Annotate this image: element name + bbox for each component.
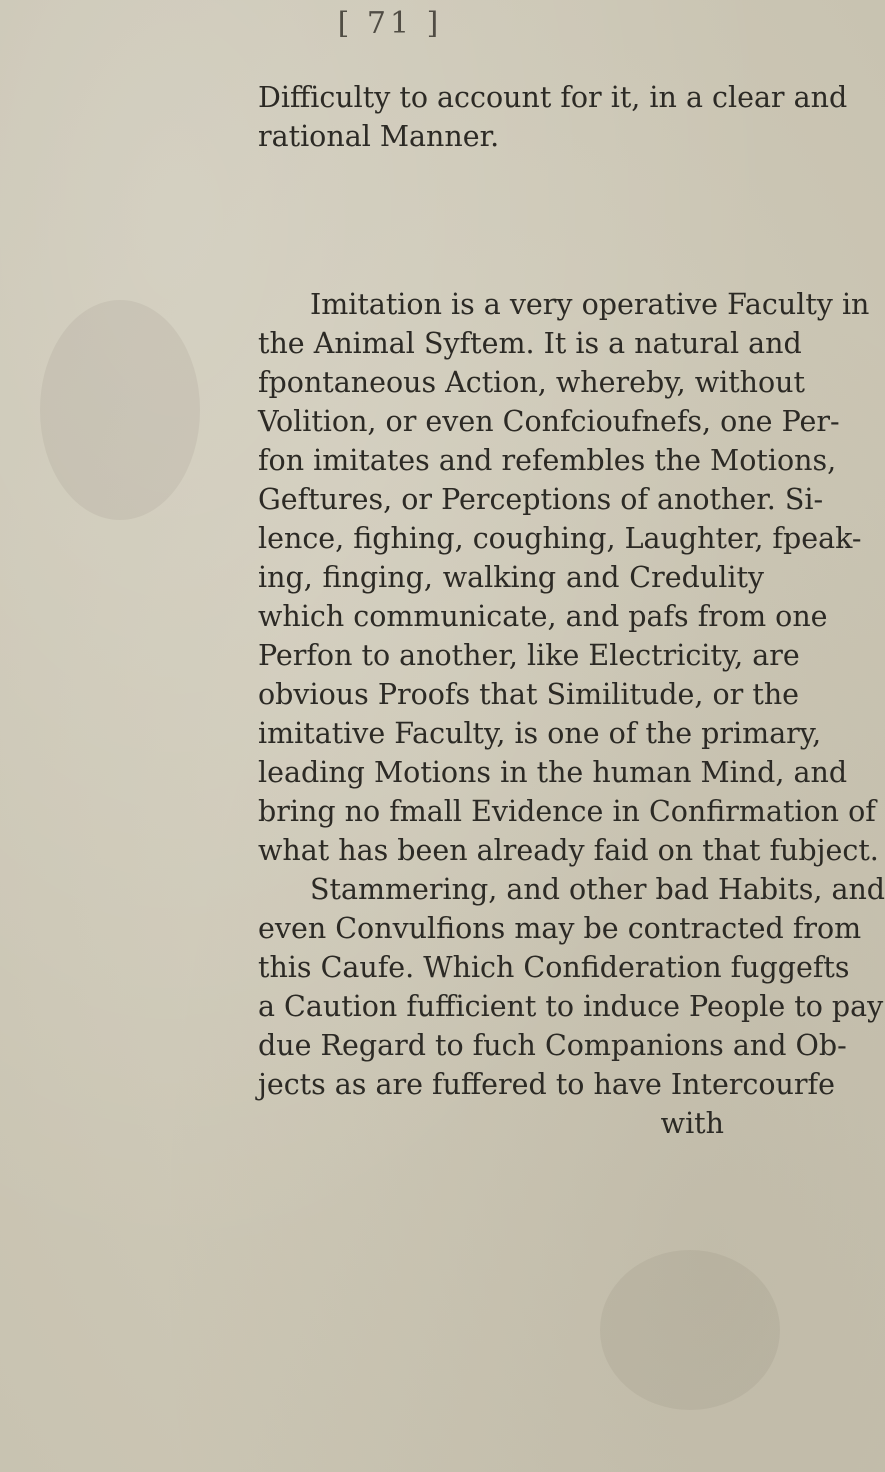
paragraph-continuation — [258, 78, 848, 156]
text-line: Imitation is a very operative Faculty in — [310, 288, 870, 321]
text-line: which communicate, and pafs from one — [258, 600, 828, 633]
paragraph-imitation — [258, 285, 879, 870]
paper-stain — [40, 300, 200, 520]
text-line: Stammering, and other bad Habits, and — [310, 873, 885, 906]
text-line: Volition, or even Confcioufnefs, one Per- — [258, 405, 840, 438]
text-line: fpontaneous Action, whereby, without — [258, 366, 805, 399]
text-line: the Animal Syftem. It is a natural and — [258, 327, 802, 360]
text-line: fon imitates and refembles the Motions, — [258, 444, 837, 477]
paper-stain — [600, 1250, 780, 1410]
text-line: ing, finging, walking and Credulity — [258, 561, 764, 594]
text-line: Difficulty to account for it, in a clear and — [258, 81, 848, 114]
text-line: this Caufe. Which Confideration fuggefts — [258, 951, 850, 984]
paragraph-stammering — [258, 870, 885, 1143]
page-number: [ 71 ] — [337, 6, 443, 41]
text-line: Perfon to another, like Electricity, are — [258, 639, 800, 672]
text-line: even Convulfions may be contracted from — [258, 912, 862, 945]
text-line: obvious Proofs that Similitude, or the — [258, 678, 800, 711]
text-line: bring no fmall Evidence in Confirmation of — [258, 795, 876, 828]
text-line: leading Motions in the human Mind, and — [258, 756, 848, 789]
text-line: lence, fighing, coughing, Laughter, fpeak- — [258, 522, 862, 555]
text-line: rational Manner. — [258, 120, 500, 153]
text-line: a Caution fufficient to induce People to pay — [258, 990, 884, 1023]
text-line: what has been already faid on that fubject. — [258, 834, 879, 867]
text-line: jects as are fuffered to have Intercourfe — [258, 1068, 835, 1101]
text-line: imitative Faculty, is one of the primary, — [258, 717, 822, 750]
text-line: Geftures, or Perceptions of another. Si- — [258, 483, 824, 516]
catchword: with — [660, 1107, 724, 1140]
text-line: due Regard to fuch Companions and Ob- — [258, 1029, 847, 1062]
